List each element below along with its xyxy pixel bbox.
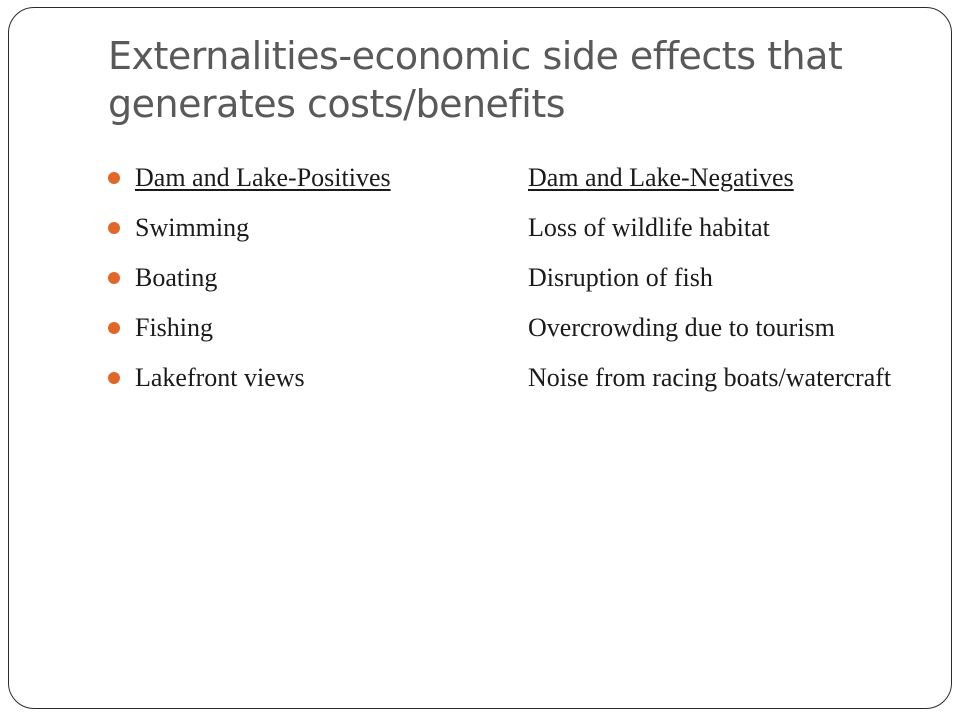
list-item — [108, 258, 508, 298]
list-item — [528, 308, 928, 348]
bullet-dot-icon — [108, 372, 120, 384]
list-item — [108, 208, 508, 248]
list-item — [528, 358, 928, 398]
bullet-dot-icon — [108, 222, 120, 234]
positive-item: Swimming — [135, 213, 250, 242]
list-item — [108, 158, 508, 198]
list-item — [528, 258, 928, 298]
positives-list — [108, 158, 508, 408]
bullet-dot-icon — [108, 172, 120, 184]
positive-item: Boating — [135, 263, 218, 292]
bullet-dot-icon — [108, 322, 120, 334]
negative-item: Disruption of fish — [528, 263, 713, 292]
list-item — [528, 158, 928, 198]
list-item — [108, 358, 508, 398]
list-item — [108, 308, 508, 348]
negative-item: Noise from racing boats/watercraft — [528, 363, 892, 392]
negative-item: Loss of wildlife habitat — [528, 213, 770, 242]
slide-title: Externalities-economic side effects that generates costs/benefits — [108, 34, 843, 126]
positive-item: Fishing — [135, 313, 214, 342]
negative-item: Overcrowding due to tourism — [528, 313, 835, 342]
positive-item: Lakefront views — [135, 363, 305, 392]
list-item — [528, 208, 928, 248]
positives-heading: Dam and Lake-Positives — [135, 163, 391, 192]
negatives-list — [528, 158, 928, 408]
negatives-heading: Dam and Lake-Negatives — [528, 163, 794, 192]
bullet-dot-icon — [108, 272, 120, 284]
